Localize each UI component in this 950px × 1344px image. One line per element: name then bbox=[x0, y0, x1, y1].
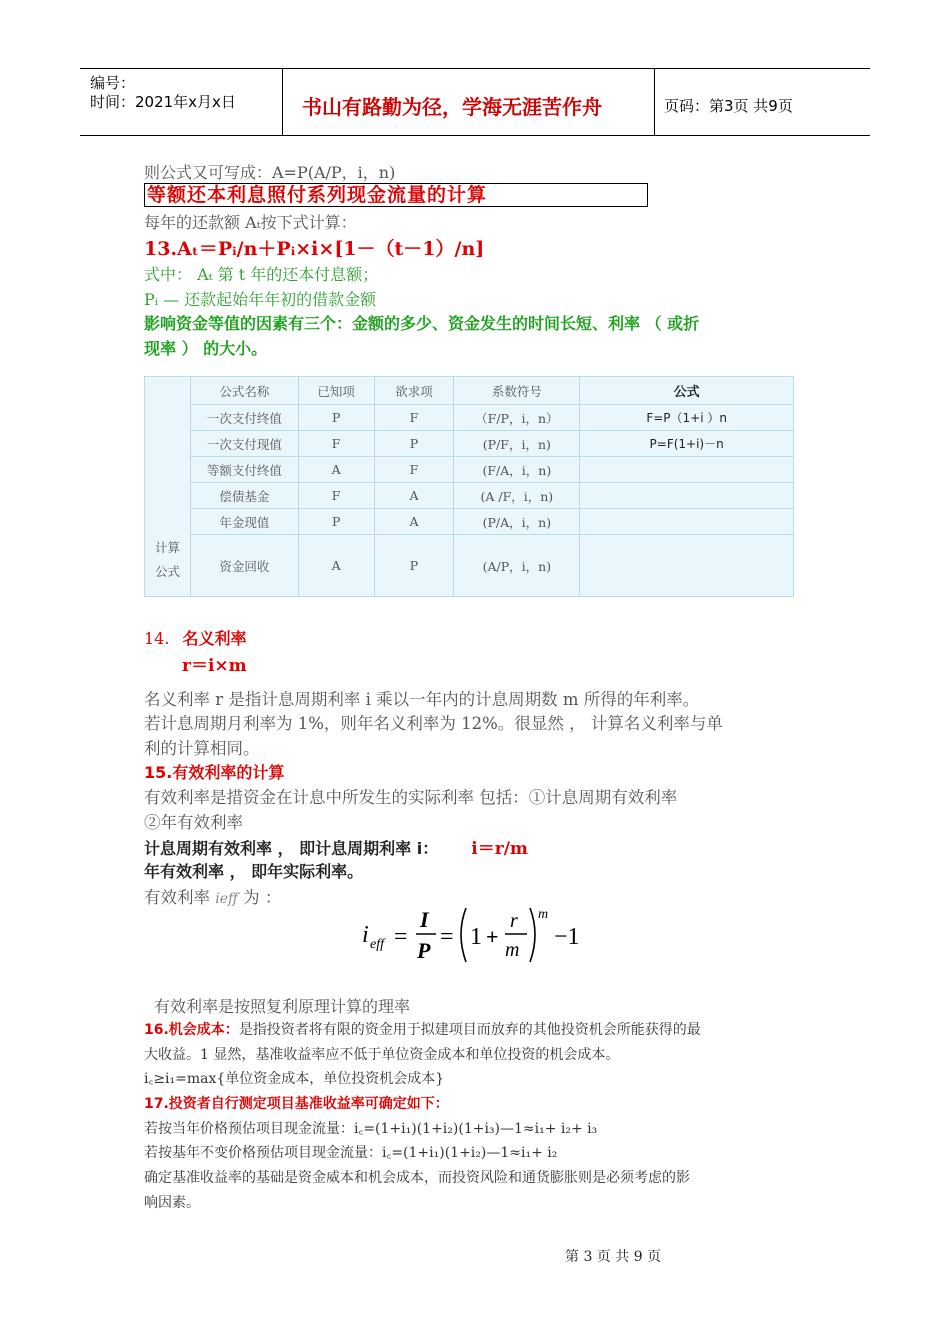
header-divider bbox=[282, 69, 283, 135]
calc-line: 每年的还款额 Aₜ按下式计算： bbox=[144, 213, 357, 232]
section-box-title: 等额还本利息照付系列现金流量的计算 bbox=[144, 183, 648, 207]
header-divider bbox=[654, 69, 655, 135]
header-coef: 系数符号 bbox=[454, 377, 580, 405]
section-17-title: 17.投资者自行测定项目基准收益率可确定如下： bbox=[144, 1096, 449, 1112]
page-footer: 第 3 页 共 9 页 bbox=[565, 1249, 662, 1265]
svg-text:m: m bbox=[505, 939, 520, 961]
formula-table bbox=[144, 376, 794, 597]
svg-text:−1: −1 bbox=[554, 924, 580, 950]
section-16-p1: 16.机会成本：是指投资者将有限的资金用于拟建项目而放弃的其他投资机会所能获得的最 bbox=[144, 1022, 701, 1038]
section-15-p5: 有效利率 ieff 为 ： bbox=[144, 888, 282, 907]
formula-line: 则公式又可写成：A=P(A/P，i，n) bbox=[144, 163, 396, 182]
section-15-p4: 年有效利率 ， 即年实际利率。 bbox=[144, 862, 364, 881]
svg-text:i: i bbox=[362, 922, 369, 948]
header-formula: 公式 bbox=[580, 377, 794, 405]
item-13-formula: 13.Aₜ＝Pᵢ/n＋Pᵢ×i×[1－（t－1）/n] bbox=[144, 238, 485, 260]
section-15-p3: 计息周期有效利率 ， 即计息周期利率 i： i＝r/m bbox=[144, 839, 528, 859]
page-header bbox=[80, 68, 870, 136]
factors-line-2: 现率 ） 的大小。 bbox=[144, 339, 268, 358]
header-name: 公式名称 bbox=[190, 377, 298, 405]
section-14-title: 14. 名义利率 bbox=[144, 629, 247, 648]
effective-rate-formula bbox=[360, 904, 600, 964]
svg-text:+: + bbox=[486, 924, 499, 949]
svg-text:m: m bbox=[538, 907, 549, 922]
header-target: 欲求项 bbox=[374, 377, 454, 405]
svg-text:1: 1 bbox=[470, 924, 482, 950]
section-15-p1: 有效利率是措资金在计息中所发生的实际利率 包括：①计息周期有效利率 bbox=[144, 788, 678, 807]
table-row: 偿债基金 F A (A /F，i，n) bbox=[145, 483, 794, 509]
section-14-p1: 名义利率 r 是指计息周期利率 i 乘以一年内的计息周期数 m 所得的年利率。 bbox=[144, 690, 700, 709]
page-label: 页码：第3页 共9页 bbox=[664, 97, 793, 115]
section-17-p2: 若按基年不变价格预估项目现金流量：i꜀=(1+i₁)(1+i₂)—1≈i₁+ i₂ bbox=[144, 1145, 558, 1161]
section-14-p2: 若计息周期月利率为 1%，则年名义利率为 12%。很显然 ， 计算名义利率与单 bbox=[144, 714, 723, 733]
date-label: 时间：2021年x月x日 bbox=[90, 93, 236, 111]
factors-line-1: 影响资金等值的因素有三个：金额的多少、资金发生的时间长短、利率 （ 或折 bbox=[144, 314, 700, 333]
table-row: 年金现值 P A (P/A，i，n) bbox=[145, 509, 794, 535]
section-16-p2: 大收益。1 显然，基准收益率应不低于单位资金成本和单位投资的机会成本。 bbox=[144, 1047, 620, 1063]
table-row: 一次支付现值 F P (P/F，i，n) P=F(1+i)－n bbox=[145, 431, 794, 457]
svg-text:=: = bbox=[394, 924, 408, 950]
section-15-title: 15.有效利率的计算 bbox=[144, 763, 285, 782]
note-pi: Pᵢ — 还款起始年年初的借款金额 bbox=[144, 290, 377, 309]
table-row: 一次支付终值 P F （F/P，i，n） F=P（1+i ）n bbox=[145, 405, 794, 431]
section-17-p1: 若按当年价格预估项目现金流量：i꜀=(1+i₁)(1+i₂)(1+i₃)—1≈i₁+ i₂+ i₃ bbox=[144, 1121, 598, 1137]
table-row: 资金回收 A P (A/P，i，n) bbox=[145, 535, 794, 597]
motto: 书山有路勤为径，学海无涯苦作舟 bbox=[302, 95, 602, 119]
section-15-p6: 有效利率是按照复利原理计算的理率 bbox=[154, 997, 411, 1016]
section-15-p2: ②年有效利率 bbox=[144, 813, 243, 832]
header-known: 已知项 bbox=[298, 377, 374, 405]
section-16-p3: i꜀≥i₁=max{单位资金成本，单位投资机会成本} bbox=[144, 1071, 445, 1087]
section-17-p4: 响因素。 bbox=[144, 1195, 200, 1211]
section-17-p3: 确定基准收益率的基础是资金威本和机会成本，而投资风险和通货膨胀则是必须考虑的影 bbox=[144, 1170, 690, 1186]
code-label: 编号： bbox=[90, 74, 136, 92]
section-14-p3: 利的计算相同。 bbox=[144, 739, 260, 758]
svg-text:I: I bbox=[420, 907, 429, 932]
side-label: 计算 公式 bbox=[145, 377, 191, 597]
svg-text:=: = bbox=[440, 924, 454, 950]
svg-text:eff: eff bbox=[370, 937, 384, 952]
svg-text:r: r bbox=[510, 910, 518, 932]
table-row: 等额支付终值 A F (F/A，i，n) bbox=[145, 457, 794, 483]
section-14-formula: r＝i×m bbox=[182, 656, 247, 676]
note-at: 式中： Aₜ 第 t 年的还本付息额； bbox=[144, 265, 379, 284]
svg-text:P: P bbox=[417, 938, 431, 963]
